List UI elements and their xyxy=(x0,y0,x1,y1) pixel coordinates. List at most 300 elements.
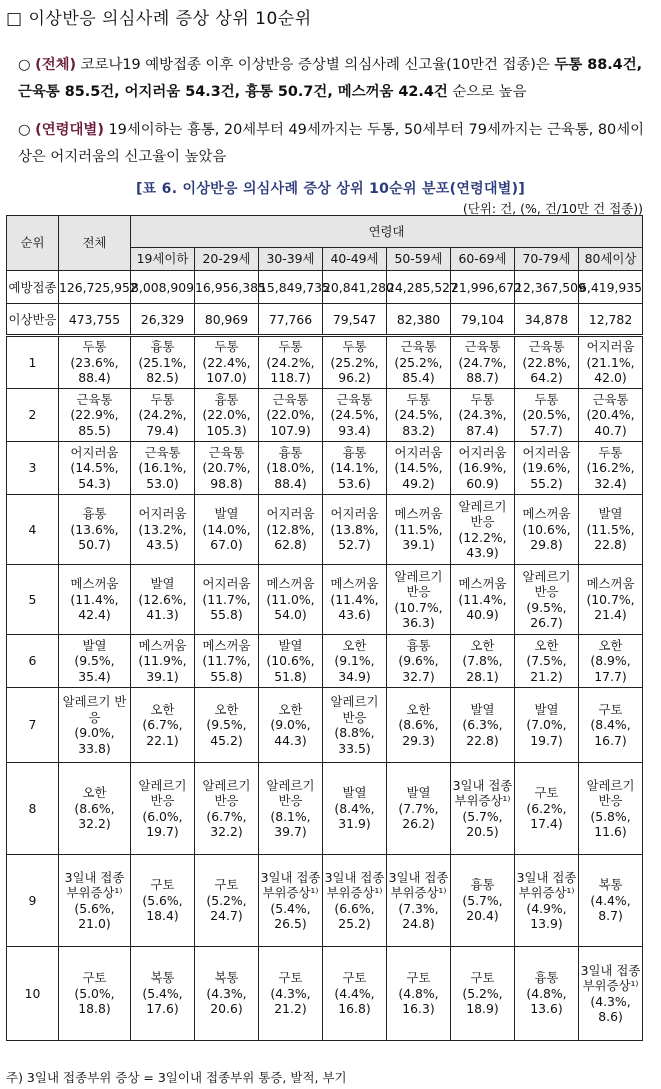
symptom-cell xyxy=(59,565,131,635)
symptom-rate: (14.5%, 54.3) xyxy=(70,460,119,491)
symptom-name: 어지러움 xyxy=(522,444,571,460)
symptom-rate: (11.7%, 55.8) xyxy=(202,591,251,623)
symptom-cell xyxy=(451,495,515,565)
symptom-name: 오한 xyxy=(214,701,239,717)
symptom-cell xyxy=(59,855,131,947)
symptom-rate: (22.8%, 64.2) xyxy=(522,354,571,386)
symptom-cell xyxy=(579,763,643,855)
bullet: ○ xyxy=(18,57,31,73)
symptom-rate: (9.0%, 33.8) xyxy=(74,725,115,756)
symptom-rate: (9.6%, 32.7) xyxy=(398,653,439,684)
symptom-rate: (24.2%, 79.4) xyxy=(138,407,187,438)
symptom-name: 두통 xyxy=(598,444,623,460)
symptom-cell xyxy=(195,855,259,947)
symptom-rate: (5.6%, 18.4) xyxy=(142,892,183,924)
symptom-name: 어지러움 xyxy=(70,444,119,460)
adverse-label: 이상반응 xyxy=(7,304,59,336)
age-group-header: 연령대 xyxy=(131,216,643,248)
symptom-rate: (7.8%, 28.1) xyxy=(462,653,503,684)
symptom-name: 알레르기 반응 xyxy=(266,777,315,808)
symptom-name: 두통 xyxy=(150,391,175,407)
symptom-cell xyxy=(59,635,131,688)
symptom-rate: (8.6%, 32.2) xyxy=(74,800,115,832)
symptom-cell xyxy=(515,336,579,389)
symptom-name: 두통 xyxy=(214,339,239,355)
rank-row xyxy=(7,336,643,389)
symptom-name: 알레르기 반응 xyxy=(202,777,251,808)
symptom-rate: (8.9%, 17.7) xyxy=(590,653,631,684)
symptom-rate: (4.8%, 16.3) xyxy=(398,985,439,1017)
symptom-cell xyxy=(259,855,323,947)
symptom-name: 알레르기 반응 xyxy=(586,777,635,808)
symptom-name: 흉통 xyxy=(150,339,175,355)
symptom-cell xyxy=(387,442,451,495)
symptom-cell xyxy=(451,565,515,635)
total-header: 전체 xyxy=(59,216,131,271)
symptom-name: 근육통 xyxy=(208,444,245,460)
rank-row xyxy=(7,855,643,947)
symptom-cell xyxy=(323,688,387,763)
symptom-cell xyxy=(323,565,387,635)
symptom-name: 구토 xyxy=(82,970,107,986)
symptom-cell xyxy=(195,495,259,565)
symptom-name: 구토 xyxy=(406,970,431,986)
symptom-rate: (5.0%, 18.8) xyxy=(74,985,115,1017)
symptom-name: 구토 xyxy=(214,877,239,893)
symptom-name: 근육통 xyxy=(336,391,373,407)
symptom-name: 두통 xyxy=(470,391,495,407)
symptom-rate: (9.0%, 44.3) xyxy=(270,717,311,748)
symptom-cell xyxy=(451,855,515,947)
symptom-cell xyxy=(59,495,131,565)
symptom-cell xyxy=(387,855,451,947)
symptom-cell xyxy=(195,688,259,763)
symptom-name: 오한 xyxy=(278,701,303,717)
symptom-rate: (7.3%, 24.8) xyxy=(398,900,439,931)
symptom-cell xyxy=(387,635,451,688)
table-caption: [표 6. 이상반응 의심사례 증상 상위 10순위 분포(연령대별)] xyxy=(135,181,526,197)
symptom-rate: (20.4%, 40.7) xyxy=(586,407,635,438)
symptom-name: 두통 xyxy=(534,391,559,407)
symptom-name: 메스꺼움 xyxy=(266,576,315,592)
symptom-rate: (4.4%, 16.8) xyxy=(334,985,375,1017)
symptom-name: 오한 xyxy=(534,637,559,653)
symptom-rate: (25.1%, 82.5) xyxy=(138,354,187,386)
symptom-cell xyxy=(131,442,195,495)
symptom-rate: (22.9%, 85.5) xyxy=(70,407,119,438)
age-column-header: 40-49세 xyxy=(323,248,387,271)
symptom-name: 흉통 xyxy=(214,391,239,407)
symptom-cell xyxy=(387,763,451,855)
rank-row xyxy=(7,635,643,688)
symptom-cell xyxy=(579,389,643,442)
symptom-cell xyxy=(579,635,643,688)
symptom-name: 알레르기 반응 xyxy=(138,777,187,808)
symptom-rate: (5.6%, 21.0) xyxy=(74,900,115,931)
symptom-rate: (6.0%, 19.7) xyxy=(142,808,183,839)
symptom-cell xyxy=(323,947,387,1041)
symptom-name: 메스꺼움 xyxy=(138,637,187,653)
symptom-rate: (10.7%, 36.3) xyxy=(394,599,443,630)
symptom-rate: (13.2%, 43.5) xyxy=(138,521,187,553)
symptom-name: 알레르기 반응 xyxy=(62,694,127,725)
symptom-name: 근육통 xyxy=(272,391,309,407)
rank-row xyxy=(7,442,643,495)
symptom-cell xyxy=(259,763,323,855)
symptom-name: 두통 xyxy=(278,339,303,355)
symptom-name: 알레르기 반응 xyxy=(330,694,379,725)
symptom-rate: (5.2%, 18.9) xyxy=(462,985,503,1017)
symptom-name: 어지러움 xyxy=(394,444,443,460)
symptom-cell xyxy=(579,688,643,763)
symptom-rate: (6.3%, 22.8) xyxy=(462,717,503,748)
rank-header: 순위 xyxy=(7,216,59,271)
symptom-name: 구토 xyxy=(534,785,559,801)
symptom-name: 구토 xyxy=(150,877,175,893)
symptom-name: 알레르기 반응 xyxy=(458,498,507,529)
symptom-name: 근육통 xyxy=(400,339,437,355)
symptom-cell xyxy=(59,763,131,855)
adverse-count: 34,878 xyxy=(515,304,579,336)
symptom-rate: (8.8%, 33.5) xyxy=(334,725,375,756)
symptom-cell xyxy=(579,855,643,947)
symptom-cell xyxy=(195,565,259,635)
symptom-rate: (5.7%, 20.4) xyxy=(462,892,503,924)
symptom-name: 3일내 접종부위증상¹⁾ xyxy=(516,869,577,900)
symptom-name: 발열 xyxy=(470,701,495,717)
symptom-name: 알레르기 반응 xyxy=(394,568,443,599)
symptom-rate: (11.4%, 43.6) xyxy=(330,591,379,623)
symptom-rate: (24.5%, 93.4) xyxy=(330,407,379,438)
symptom-cell xyxy=(131,635,195,688)
symptom-name: 흉통 xyxy=(278,444,303,460)
symptom-rate: (22.4%, 107.0) xyxy=(202,354,251,386)
symptom-name: 발열 xyxy=(406,785,431,801)
vaccination-count: 21,996,672 xyxy=(451,271,515,304)
symptom-rate: (5.8%, 11.6) xyxy=(590,808,631,839)
symptom-name: 어지러움 xyxy=(202,576,251,592)
symptom-name: 3일내 접종부위증상¹⁾ xyxy=(580,962,641,993)
symptom-rate: (24.3%, 87.4) xyxy=(458,407,507,438)
age-column-header: 50-59세 xyxy=(387,248,451,271)
symptom-cell xyxy=(59,947,131,1041)
rank-number: 10 xyxy=(7,947,59,1041)
footnote: 주) 3일내 접종부위 증상 = 3일이내 접종부위 통증, 발적, 부기 xyxy=(6,1070,347,1085)
symptom-rate: (14.0%, 67.0) xyxy=(202,521,251,553)
symptom-cell xyxy=(451,635,515,688)
rank-row xyxy=(7,763,643,855)
rank-row xyxy=(7,947,643,1041)
symptom-rate: (10.6%, 51.8) xyxy=(266,653,315,684)
symptom-name: 발열 xyxy=(342,785,367,801)
symptom-rate: (16.2%, 32.4) xyxy=(586,460,635,491)
symptom-name: 흉통 xyxy=(534,970,559,986)
symptom-cell xyxy=(451,442,515,495)
symptom-name: 어지러움 xyxy=(458,444,507,460)
symptom-rate: (5.7%, 20.5) xyxy=(462,808,503,839)
symptom-name: 메스꺼움 xyxy=(458,576,507,592)
symptom-name: 근육통 xyxy=(592,391,629,407)
symptom-name: 알레르기 반응 xyxy=(522,568,571,599)
symptom-cell xyxy=(195,389,259,442)
symptom-rate: (12.6%, 41.3) xyxy=(138,591,187,623)
symptom-rate: (25.2%, 85.4) xyxy=(394,354,443,386)
rank-row xyxy=(7,389,643,442)
vaccination-count: 6,419,935 xyxy=(579,271,643,304)
symptom-cell xyxy=(515,947,579,1041)
symptom-rate: (13.6%, 50.7) xyxy=(70,521,119,553)
symptom-cell xyxy=(59,336,131,389)
symptom-name: 근육통 xyxy=(528,339,565,355)
symptom-cell xyxy=(195,947,259,1041)
vaccination-count: 15,849,735 xyxy=(259,271,323,304)
symptom-rate: (4.8%, 13.6) xyxy=(526,985,567,1017)
symptom-rate: (18.0%, 88.4) xyxy=(266,460,315,491)
table-unit-note: (단위: 건, (%, 건/10만 건 접종)) xyxy=(462,201,643,216)
symptom-cell xyxy=(579,947,643,1041)
symptom-rate: (5.4%, 17.6) xyxy=(142,985,183,1017)
age-column-header: 19세이하 xyxy=(131,248,195,271)
symptom-cell xyxy=(387,495,451,565)
adverse-count: 82,380 xyxy=(387,304,451,336)
symptom-cell xyxy=(387,389,451,442)
adverse-count: 473,755 xyxy=(59,304,131,336)
symptom-rate: (13.8%, 52.7) xyxy=(330,521,379,553)
symptom-name: 3일내 접종부위증상¹⁾ xyxy=(452,777,513,808)
symptom-name: 어지러움 xyxy=(266,506,315,522)
symptom-name: 어지러움 xyxy=(138,506,187,522)
summary-total-paragraph xyxy=(18,52,648,106)
symptom-cell xyxy=(259,565,323,635)
symptom-rate: (22.0%, 105.3) xyxy=(202,407,251,438)
symptom-cell xyxy=(259,336,323,389)
rank-number: 2 xyxy=(7,389,59,442)
symptom-cell xyxy=(195,442,259,495)
symptom-name: 메스꺼움 xyxy=(586,576,635,592)
symptom-name: 어지러움 xyxy=(330,506,379,522)
symptom-name: 두통 xyxy=(342,339,367,355)
symptom-rate: (11.9%, 39.1) xyxy=(138,653,187,684)
symptom-rate: (14.1%, 53.6) xyxy=(330,460,379,491)
symptom-name: 흉통 xyxy=(342,444,367,460)
symptom-cell xyxy=(515,442,579,495)
symptom-rate: (11.4%, 40.9) xyxy=(458,591,507,623)
summary-age-text: 19세이하는 흉통, 20세부터 49세까지는 두통, 50세부터 79세까지는 근육통, 80세이상은 어지러움의 신고율이 높았음 xyxy=(18,122,645,165)
age-column-header: 20-29세 xyxy=(195,248,259,271)
summary-total-highlight: 두통 88.4건, 근육통 85.5건, 어지러움 54.3건, 흉통 50.7건, 메스꺼움 42.4건 xyxy=(18,57,643,100)
vaccination-count: 12,367,509 xyxy=(515,271,579,304)
rank-row xyxy=(7,495,643,565)
symptom-name: 메스꺼움 xyxy=(70,576,119,592)
symptom-rate: (7.0%, 19.7) xyxy=(526,717,567,748)
symptom-cell xyxy=(259,389,323,442)
symptom-name: 3일내 접종부위증상¹⁾ xyxy=(324,869,385,900)
symptom-rate: (19.6%, 55.2) xyxy=(522,460,571,491)
symptom-name: 발열 xyxy=(278,637,303,653)
symptom-name: 구토 xyxy=(470,970,495,986)
symptom-rate: (6.7%, 32.2) xyxy=(206,808,247,839)
symptom-cell xyxy=(515,565,579,635)
symptom-name: 발열 xyxy=(82,637,107,653)
symptom-rate: (10.6%, 29.8) xyxy=(522,521,571,553)
symptom-cell xyxy=(515,635,579,688)
summary-total-tail: 순으로 높음 xyxy=(447,84,527,100)
symptom-rate: (11.5%, 22.8) xyxy=(586,521,635,553)
symptom-name: 근육통 xyxy=(76,391,113,407)
symptom-rate: (24.7%, 88.7) xyxy=(458,354,507,386)
age-column-header: 80세이상 xyxy=(579,248,643,271)
symptom-name: 발열 xyxy=(534,701,559,717)
vaccination-count: 8,008,909 xyxy=(131,271,195,304)
symptom-cell xyxy=(451,947,515,1041)
symptom-rate: (24.2%, 118.7) xyxy=(266,354,315,386)
symptom-cell xyxy=(259,947,323,1041)
symptom-cell xyxy=(515,763,579,855)
symptom-name: 메스꺼움 xyxy=(330,576,379,592)
symptom-rate: (4.3%, 20.6) xyxy=(206,985,247,1017)
symptom-cell xyxy=(451,763,515,855)
symptom-name: 메스꺼움 xyxy=(394,506,443,522)
symptom-cell xyxy=(131,688,195,763)
section-heading: □ 이상반응 의심사례 증상 상위 10순위 xyxy=(6,9,312,29)
symptom-rate: (7.7%, 26.2) xyxy=(398,800,439,832)
symptom-cell xyxy=(323,495,387,565)
symptom-cell xyxy=(131,763,195,855)
symptom-cell xyxy=(131,565,195,635)
symptom-cell xyxy=(579,565,643,635)
symptom-name: 흉통 xyxy=(82,506,107,522)
symptom-cell xyxy=(259,442,323,495)
symptom-rate: (9.5%, 35.4) xyxy=(74,653,115,684)
bullet: ○ xyxy=(18,122,31,138)
symptom-rate: (11.4%, 42.4) xyxy=(70,591,119,623)
adverse-count: 79,547 xyxy=(323,304,387,336)
symptom-rate: (16.9%, 60.9) xyxy=(458,460,507,491)
symptom-rate: (11.5%, 39.1) xyxy=(394,521,443,553)
rank-number: 7 xyxy=(7,688,59,763)
symptom-cell xyxy=(195,635,259,688)
symptom-name: 오한 xyxy=(406,701,431,717)
symptom-cell xyxy=(451,688,515,763)
symptom-rate: (25.2%, 96.2) xyxy=(330,354,379,386)
vaccination-count: 16,956,385 xyxy=(195,271,259,304)
symptom-cell xyxy=(323,442,387,495)
symptom-rate: (21.1%, 42.0) xyxy=(586,354,635,386)
symptom-rate: (16.1%, 53.0) xyxy=(138,460,187,491)
symptom-name: 3일내 접종부위증상¹⁾ xyxy=(388,869,449,900)
symptom-name: 3일내 접종부위증상¹⁾ xyxy=(260,869,321,900)
rank-number: 8 xyxy=(7,763,59,855)
symptom-rate: (8.4%, 16.7) xyxy=(590,717,631,748)
symptom-cell xyxy=(131,495,195,565)
symptom-name: 복통 xyxy=(150,970,175,986)
symptom-cell xyxy=(259,688,323,763)
symptom-name: 구토 xyxy=(342,970,367,986)
summary-age-paragraph xyxy=(18,117,648,171)
vaccination-count: 126,725,952 xyxy=(59,271,131,304)
adverse-count: 12,782 xyxy=(579,304,643,336)
symptom-cell xyxy=(387,336,451,389)
symptom-rate: (22.0%, 107.9) xyxy=(266,407,315,438)
vaccination-count: 20,841,280 xyxy=(323,271,387,304)
vaccination-count: 24,285,527 xyxy=(387,271,451,304)
symptom-name: 오한 xyxy=(82,785,107,801)
symptom-rate: (12.8%, 62.8) xyxy=(266,521,315,553)
symptom-cell xyxy=(387,947,451,1041)
symptom-cell xyxy=(323,635,387,688)
symptom-rate: (6.6%, 25.2) xyxy=(334,900,375,931)
symptom-cell xyxy=(515,688,579,763)
symptom-rate: (7.5%, 21.2) xyxy=(526,653,567,684)
adverse-count: 26,329 xyxy=(131,304,195,336)
symptom-cell xyxy=(195,336,259,389)
symptom-name: 발열 xyxy=(150,576,175,592)
summary-total-text: 코로나19 예방접종 이후 이상반응 증상별 의심사례 신고율(10만건 접종)은 xyxy=(76,57,555,73)
symptom-rate: (8.4%, 31.9) xyxy=(334,800,375,832)
symptom-name: 발열 xyxy=(598,506,623,522)
adverse-count: 80,969 xyxy=(195,304,259,336)
symptom-name: 두통 xyxy=(406,391,431,407)
rank-number: 4 xyxy=(7,495,59,565)
symptom-cell xyxy=(387,565,451,635)
symptom-name: 메스꺼움 xyxy=(202,637,251,653)
symptom-cell xyxy=(387,688,451,763)
symptom-name: 구토 xyxy=(278,970,303,986)
rank-row xyxy=(7,688,643,763)
age-column-header: 30-39세 xyxy=(259,248,323,271)
summary-age-lead: (연령대별) xyxy=(35,122,104,138)
rank-number: 6 xyxy=(7,635,59,688)
symptom-name: 흉통 xyxy=(406,637,431,653)
vaccination-label: 예방접종 xyxy=(7,271,59,304)
rank-number: 1 xyxy=(7,336,59,389)
symptom-cell xyxy=(515,855,579,947)
symptom-cell xyxy=(451,336,515,389)
summary-total-lead: (전체) xyxy=(35,57,77,73)
symptom-name: 복통 xyxy=(214,970,239,986)
symptom-rate: (20.7%, 98.8) xyxy=(202,460,251,491)
symptom-rate: (14.5%, 49.2) xyxy=(394,460,443,491)
symptom-name: 발열 xyxy=(214,506,239,522)
symptom-rate: (11.0%, 54.0) xyxy=(266,591,315,623)
rank-number: 5 xyxy=(7,565,59,635)
symptom-rate: (8.6%, 29.3) xyxy=(398,717,439,748)
symptom-name: 오한 xyxy=(470,637,495,653)
symptom-name: 오한 xyxy=(598,637,623,653)
symptom-name: 오한 xyxy=(150,701,175,717)
symptom-name: 오한 xyxy=(342,637,367,653)
symptom-rate: (12.2%, 43.9) xyxy=(458,529,507,560)
symptom-rate: (4.9%, 13.9) xyxy=(526,900,567,931)
symptom-cell xyxy=(323,389,387,442)
symptom-rate: (6.7%, 22.1) xyxy=(142,717,183,748)
symptom-cell xyxy=(131,855,195,947)
symptom-rate: (4.3%, 8.6) xyxy=(590,993,631,1024)
symptom-name: 구토 xyxy=(598,701,623,717)
symptom-rate: (24.5%, 83.2) xyxy=(394,407,443,438)
symptom-cell xyxy=(515,389,579,442)
symptom-name: 3일내 접종부위증상¹⁾ xyxy=(64,869,125,900)
symptom-cell xyxy=(59,389,131,442)
symptom-name: 근육통 xyxy=(464,339,501,355)
symptom-rate: (6.2%, 17.4) xyxy=(526,800,567,832)
symptom-cell xyxy=(259,495,323,565)
symptom-cell xyxy=(323,763,387,855)
rank-number: 9 xyxy=(7,855,59,947)
symptom-cell xyxy=(579,336,643,389)
symptom-name: 메스꺼움 xyxy=(522,506,571,522)
symptom-cell xyxy=(451,389,515,442)
